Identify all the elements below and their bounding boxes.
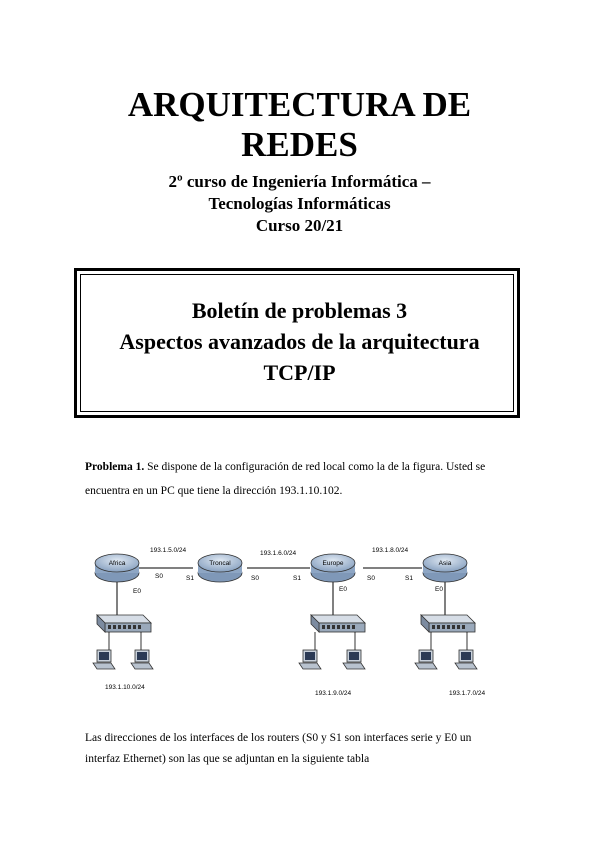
link-network-label: 193.1.6.0/24 <box>260 550 297 557</box>
interface-label: E0 <box>435 586 443 593</box>
interfaces-paragraph-line1: Las direcciones de los interfaces de los routers (S0 y S1 son interfaces serie y E0 un <box>85 732 472 744</box>
interface-label: S1 <box>186 575 194 582</box>
router-europe-icon <box>311 554 355 582</box>
router-asia-icon <box>423 554 467 582</box>
bulletin-subtitle-line1: Aspectos avanzados de la arquitectura <box>119 329 480 354</box>
switch-icon <box>311 615 365 632</box>
pc-icon <box>343 650 365 669</box>
interface-label: E0 <box>133 588 141 595</box>
network-diagram <box>85 535 515 705</box>
interface-label: S0 <box>251 575 259 582</box>
pc-icon <box>455 650 477 669</box>
interface-label: S0 <box>367 575 375 582</box>
interface-label: S1 <box>293 575 301 582</box>
document-title-line1: ARQUITECTURA DE <box>127 85 472 124</box>
switch-icon <box>421 615 475 632</box>
switch-icon <box>97 615 151 632</box>
lan-network-label: 193.1.7.0/24 <box>449 690 486 697</box>
problem1-label: Problema 1. <box>85 461 145 473</box>
problem1-text: Se dispone de la configuración de red local como la de la figura. Usted se <box>144 461 486 473</box>
router-troncal-icon <box>198 554 242 582</box>
router-asia-label: Asia <box>438 560 452 567</box>
interface-label: S0 <box>155 573 163 580</box>
problem1-paragraph-line2: encuentra en un PC que tiene la dirección 193.1.10.102. <box>85 485 343 497</box>
router-africa-label: Africa <box>108 560 126 567</box>
subtitle-line2: Tecnologías Informáticas <box>208 194 391 213</box>
interfaces-paragraph-line2: interfaz Ethernet) son las que se adjuntan en la siguiente tabla <box>85 753 370 765</box>
bulletin-title: Boletín de problemas 3 <box>191 298 408 323</box>
course-year: Curso 20/21 <box>255 216 344 235</box>
router-africa-icon <box>95 554 139 582</box>
link-network-label: 193.1.5.0/24 <box>150 547 187 554</box>
link-network-label: 193.1.8.0/24 <box>372 547 409 554</box>
interface-label: E0 <box>339 586 347 593</box>
lan-network-label: 193.1.9.0/24 <box>315 690 352 697</box>
router-troncal-label: Troncal <box>209 560 231 567</box>
bulletin-subtitle-line2: TCP/IP <box>263 360 336 385</box>
pc-icon <box>93 650 115 669</box>
subtitle-line1: 2º curso de Ingeniería Informática – <box>168 172 431 191</box>
lan-network-label: 193.1.10.0/24 <box>105 684 145 691</box>
pc-icon <box>415 650 437 669</box>
pc-icon <box>299 650 321 669</box>
pc-icon <box>131 650 153 669</box>
document-title-line2: REDES <box>241 125 358 164</box>
router-europe-label: Europe <box>322 560 344 567</box>
problem1-paragraph <box>85 460 515 474</box>
interface-label: S1 <box>405 575 413 582</box>
